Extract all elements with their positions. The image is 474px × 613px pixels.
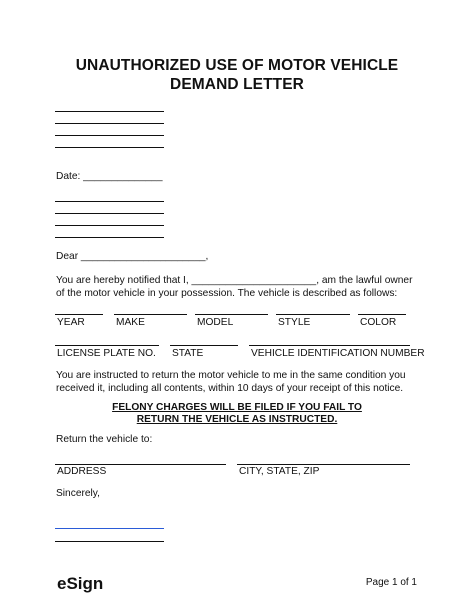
sender-address-line-1[interactable] [55, 111, 164, 112]
notice-paragraph: You are hereby notified that I, ______________________, am the lawful owner of the motor vehicle in your possession. The vehicle is described as follows: [56, 275, 413, 299]
vin-line[interactable] [249, 345, 410, 346]
make-label: MAKE [116, 317, 145, 328]
salutation[interactable]: Dear ______________________, [56, 251, 209, 262]
return-label: Return the vehicle to: [56, 434, 153, 445]
felony-warning-line-2: RETURN THE VEHICLE AS INSTRUCTED. [136, 414, 338, 425]
sender-address-line-3[interactable] [55, 135, 164, 136]
esign-logo: eSign [57, 574, 104, 593]
felony-warning-line-1: FELONY CHARGES WILL BE FILED IF YOU FAIL TO [112, 402, 362, 413]
make-line[interactable] [114, 314, 187, 315]
return-address-line[interactable] [55, 464, 226, 465]
license-plate-label: LICENSE PLATE NO. [57, 348, 156, 359]
year-line[interactable] [55, 314, 103, 315]
date-field[interactable]: Date: ______________ [56, 171, 163, 182]
recipient-address-line-1[interactable] [55, 201, 164, 202]
year-label: YEAR [57, 317, 85, 328]
signature-line[interactable] [55, 528, 164, 529]
return-city-state-zip-line[interactable] [237, 464, 410, 465]
printed-name-line[interactable] [55, 541, 164, 542]
color-label: COLOR [360, 317, 397, 328]
license-plate-line[interactable] [55, 345, 159, 346]
state-line[interactable] [170, 345, 238, 346]
style-line[interactable] [276, 314, 350, 315]
city-state-zip-label: CITY, STATE, ZIP [239, 466, 320, 477]
document-title-line-2: DEMAND LETTER [170, 76, 304, 93]
state-label: STATE [172, 348, 204, 359]
model-label: MODEL [197, 317, 234, 328]
recipient-address-line-2[interactable] [55, 213, 164, 214]
style-label: STYLE [278, 317, 311, 328]
recipient-address-line-3[interactable] [55, 225, 164, 226]
page-number: Page 1 of 1 [365, 577, 417, 588]
instruction-paragraph: You are instructed to return the motor vehicle to me in the same condition you received it, including all contents, within 10 days of your receipt of this notice. [56, 370, 406, 394]
recipient-address-line-4[interactable] [55, 237, 164, 238]
document-title-line-1: UNAUTHORIZED USE OF MOTOR VEHICLE [75, 57, 399, 74]
color-line[interactable] [358, 314, 406, 315]
model-line[interactable] [195, 314, 268, 315]
sender-address-line-4[interactable] [55, 147, 164, 148]
address-label: ADDRESS [57, 466, 107, 477]
closing: Sincerely, [56, 488, 100, 499]
sender-address-line-2[interactable] [55, 123, 164, 124]
vin-label: VEHICLE IDENTIFICATION NUMBER [251, 348, 425, 359]
